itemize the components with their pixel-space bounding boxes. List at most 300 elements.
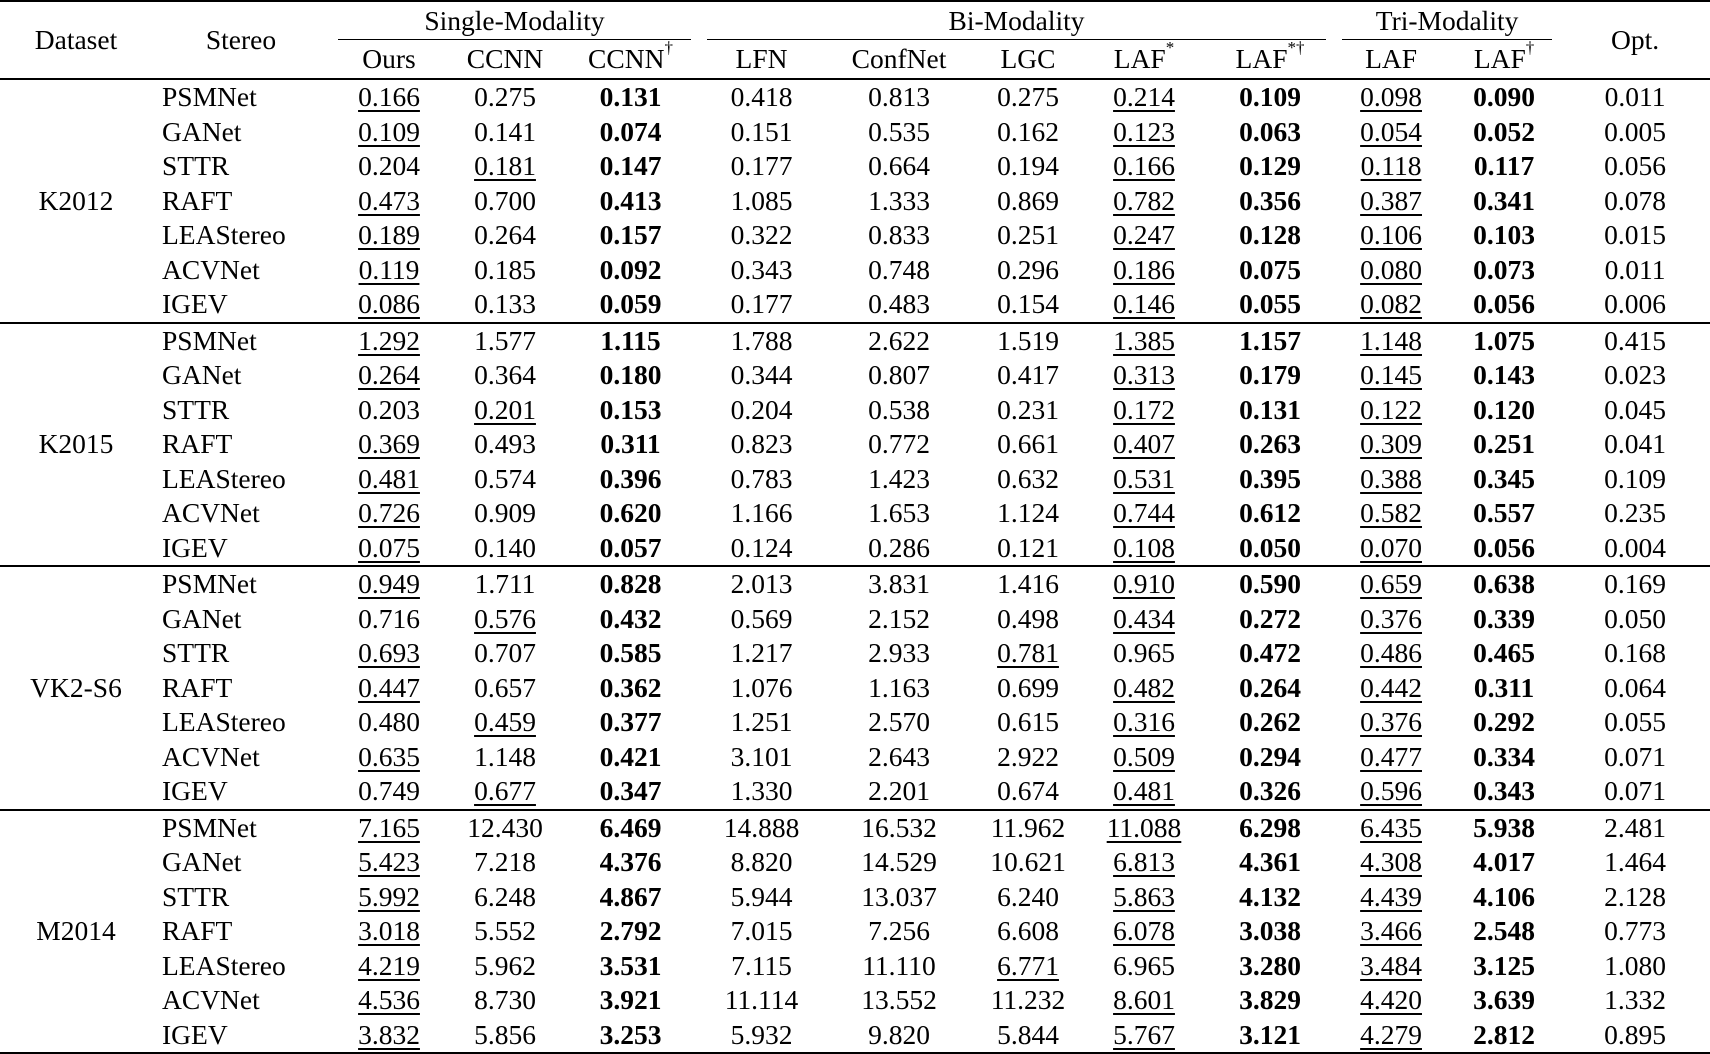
- value-cell: [330, 983, 448, 1018]
- stereo-cell: LEAStereo: [162, 462, 286, 494]
- value-text: 11.962: [990, 811, 1066, 843]
- value-text: 0.343: [730, 253, 793, 285]
- value-cell: [330, 636, 448, 671]
- value-cell: [1334, 810, 1448, 846]
- value-text: 12.430: [467, 811, 543, 843]
- value-cell: [1334, 427, 1448, 462]
- value-text: 11.088: [1106, 811, 1182, 843]
- value-cell: [1082, 218, 1206, 253]
- value-cell: [699, 602, 824, 637]
- value-cell: [699, 531, 824, 567]
- value-text: 0.052: [1473, 115, 1535, 147]
- header-group-single: Single-Modality: [330, 1, 699, 40]
- value-cell: [1334, 287, 1448, 323]
- opt-cell: 0.071: [1604, 740, 1666, 772]
- value-text: 0.166: [1113, 150, 1175, 181]
- value-cell: [562, 774, 699, 810]
- value-text: 4.308: [1360, 846, 1422, 877]
- header-opt: Opt.: [1610, 24, 1660, 55]
- value-cell: [824, 218, 974, 253]
- value-cell: [1448, 774, 1560, 810]
- value-text: 0.311: [1473, 671, 1535, 703]
- value-cell: [1448, 253, 1560, 288]
- value-text: 0.910: [1113, 568, 1175, 599]
- value-text: 4.376: [599, 846, 662, 877]
- value-text: 0.147: [599, 150, 662, 181]
- opt-cell: 0.005: [1604, 115, 1666, 147]
- value-text: 1.519: [997, 324, 1059, 356]
- value-cell: [1334, 358, 1448, 393]
- opt-cell: 0.015: [1604, 219, 1666, 250]
- value-text: 3.038: [1239, 915, 1301, 946]
- value-text: 0.128: [1239, 219, 1301, 250]
- value-text: 1.085: [730, 184, 793, 216]
- value-text: 3.831: [868, 568, 930, 599]
- value-text: 0.056: [1473, 288, 1535, 319]
- stereo-cell: PSMNet: [162, 568, 257, 599]
- value-text: 1.292: [358, 324, 420, 356]
- value-text: 0.231: [997, 393, 1059, 425]
- value-text: 1.115: [600, 324, 661, 356]
- value-cell: [1082, 810, 1206, 846]
- value-cell: [562, 636, 699, 671]
- value-text: 6.240: [997, 880, 1059, 912]
- value-text: 0.657: [474, 671, 536, 703]
- value-cell: [1206, 323, 1334, 359]
- value-text: 10.621: [990, 846, 1066, 877]
- table-row: [0, 323, 1710, 359]
- value-cell: [824, 393, 974, 428]
- opt-cell: 0.235: [1604, 497, 1666, 528]
- column-header-sup: *†: [1287, 38, 1305, 57]
- value-text: 0.201: [474, 393, 536, 425]
- value-cell: [330, 115, 448, 150]
- value-text: 0.726: [358, 497, 420, 528]
- value-text: 1.157: [1239, 324, 1301, 356]
- value-text: 0.185: [474, 253, 536, 285]
- value-cell: [330, 880, 448, 915]
- value-text: 3.253: [599, 1018, 662, 1050]
- value-cell: [1082, 115, 1206, 150]
- table-row: [0, 531, 1710, 567]
- value-cell: [699, 1018, 824, 1054]
- value-text: 8.730: [474, 984, 536, 1015]
- value-text: 0.264: [474, 219, 536, 250]
- value-cell: [1334, 253, 1448, 288]
- value-cell: [699, 566, 824, 602]
- value-text: 0.070: [1360, 531, 1422, 563]
- value-cell: [1334, 531, 1448, 567]
- stereo-cell: RAFT: [162, 915, 233, 946]
- value-cell: [1082, 358, 1206, 393]
- value-cell: [824, 149, 974, 184]
- opt-cell: 2.481: [1604, 811, 1666, 843]
- value-cell: [1334, 774, 1448, 810]
- table-row: [0, 810, 1710, 846]
- value-cell: [330, 566, 448, 602]
- table-row: [0, 218, 1710, 253]
- value-cell: [1448, 914, 1560, 949]
- value-text: 0.344: [730, 359, 793, 390]
- opt-cell: 0.011: [1604, 253, 1666, 285]
- stereo-cell: GANet: [162, 846, 242, 877]
- value-cell: [699, 983, 824, 1018]
- value-cell: [824, 636, 974, 671]
- value-cell: [1448, 566, 1560, 602]
- opt-cell: 0.168: [1604, 637, 1666, 668]
- value-text: 0.465: [1473, 637, 1535, 668]
- value-cell: [1082, 462, 1206, 497]
- stereo-cell: IGEV: [162, 531, 228, 563]
- value-cell: [1448, 531, 1560, 567]
- value-cell: [1334, 983, 1448, 1018]
- stereo-cell: IGEV: [162, 288, 228, 319]
- value-cell: [699, 774, 824, 810]
- dataset-cell: K2012: [38, 184, 114, 216]
- value-text: 0.447: [358, 671, 420, 703]
- stereo-cell: STTR: [162, 637, 230, 668]
- table-row: [0, 427, 1710, 462]
- value-cell: [974, 983, 1082, 1018]
- value-text: 0.189: [358, 219, 420, 250]
- value-cell: [824, 79, 974, 115]
- value-text: 0.074: [599, 115, 662, 147]
- value-cell: [1334, 323, 1448, 359]
- value-cell: [1334, 914, 1448, 949]
- value-text: 0.677: [474, 775, 536, 806]
- value-text: 0.322: [730, 219, 793, 250]
- value-cell: [1334, 184, 1448, 219]
- value-cell: [330, 774, 448, 810]
- value-text: 0.075: [358, 531, 420, 563]
- value-text: 2.201: [868, 775, 930, 806]
- value-cell: [562, 358, 699, 393]
- table-row: [0, 740, 1710, 775]
- value-text: 7.165: [358, 811, 420, 843]
- value-cell: [1334, 462, 1448, 497]
- value-text: 0.063: [1239, 115, 1301, 147]
- value-cell: [824, 845, 974, 880]
- value-text: 0.204: [730, 393, 793, 425]
- value-text: 4.017: [1473, 846, 1535, 877]
- column-header-sup: †: [1525, 38, 1535, 57]
- value-text: 0.054: [1360, 115, 1422, 147]
- value-cell: [1206, 636, 1334, 671]
- value-text: 0.477: [1360, 740, 1422, 772]
- value-text: 0.535: [868, 115, 930, 147]
- value-text: 6.298: [1239, 811, 1301, 843]
- value-cell: [330, 602, 448, 637]
- column-header-label: Ours: [362, 43, 416, 74]
- value-cell: [824, 496, 974, 531]
- value-cell: [1448, 949, 1560, 984]
- value-cell: [1082, 149, 1206, 184]
- value-text: 0.177: [730, 288, 793, 319]
- value-text: 0.339: [1473, 602, 1535, 634]
- value-text: 0.418: [730, 81, 793, 112]
- column-header-sup: †: [664, 38, 673, 57]
- value-text: 5.423: [358, 846, 420, 877]
- value-cell: [1082, 705, 1206, 740]
- value-text: 3.829: [1239, 984, 1301, 1015]
- value-text: 0.782: [1113, 184, 1175, 216]
- value-text: 0.262: [1239, 706, 1301, 737]
- value-cell: [1082, 427, 1206, 462]
- value-cell: [448, 949, 562, 984]
- value-cell: [448, 880, 562, 915]
- value-cell: [1206, 115, 1334, 150]
- value-cell: [448, 566, 562, 602]
- value-text: 0.481: [358, 462, 420, 494]
- table-row: [0, 253, 1710, 288]
- value-text: 1.166: [730, 497, 793, 528]
- value-cell: [1206, 149, 1334, 184]
- value-text: 0.263: [1239, 428, 1301, 459]
- value-cell: [1448, 79, 1560, 115]
- value-cell: [330, 949, 448, 984]
- value-cell: [330, 845, 448, 880]
- value-cell: [448, 740, 562, 775]
- value-text: 0.103: [1473, 219, 1535, 250]
- value-cell: [1206, 393, 1334, 428]
- opt-cell: 0.050: [1604, 602, 1666, 634]
- value-cell: [1448, 393, 1560, 428]
- value-text: 0.376: [1360, 602, 1422, 634]
- value-cell: [824, 358, 974, 393]
- value-text: 2.812: [1473, 1018, 1535, 1050]
- column-header: [1082, 40, 1206, 79]
- value-text: 0.557: [1473, 497, 1535, 528]
- value-text: 16.532: [861, 811, 937, 843]
- column-header: [448, 40, 562, 79]
- value-text: 14.888: [723, 811, 800, 843]
- table-row: [0, 184, 1710, 219]
- value-text: 13.037: [861, 880, 937, 912]
- opt-cell: 1.464: [1604, 846, 1666, 877]
- value-text: 0.387: [1360, 184, 1422, 216]
- value-text: 0.472: [1239, 637, 1301, 668]
- opt-cell: 0.415: [1604, 324, 1666, 356]
- value-cell: [1082, 496, 1206, 531]
- stereo-cell: STTR: [162, 393, 230, 425]
- table-row: [0, 1018, 1710, 1054]
- value-cell: [699, 462, 824, 497]
- value-cell: [974, 774, 1082, 810]
- value-cell: [974, 705, 1082, 740]
- stereo-cell: GANet: [162, 359, 242, 390]
- value-cell: [699, 323, 824, 359]
- value-text: 0.748: [868, 253, 930, 285]
- opt-cell: 0.064: [1604, 671, 1666, 703]
- value-text: 0.124: [730, 531, 793, 563]
- value-cell: [699, 845, 824, 880]
- column-header: [1448, 40, 1560, 79]
- value-text: 0.396: [599, 462, 662, 494]
- value-text: 1.577: [474, 324, 536, 356]
- value-cell: [1448, 983, 1560, 1018]
- value-text: 0.659: [1360, 568, 1422, 599]
- value-cell: [1448, 740, 1560, 775]
- value-text: 0.482: [1113, 671, 1175, 703]
- value-cell: [1448, 358, 1560, 393]
- value-text: 0.117: [1473, 150, 1535, 181]
- value-text: 0.129: [1239, 150, 1301, 181]
- value-cell: [562, 323, 699, 359]
- value-text: 0.131: [1239, 393, 1301, 425]
- value-text: 0.772: [868, 428, 930, 459]
- value-text: 0.407: [1113, 428, 1175, 459]
- value-cell: [1448, 1018, 1560, 1054]
- value-text: 0.123: [1113, 115, 1175, 147]
- value-cell: [699, 705, 824, 740]
- value-cell: [1082, 774, 1206, 810]
- value-cell: [824, 602, 974, 637]
- value-cell: [824, 705, 974, 740]
- value-text: 3.125: [1473, 949, 1535, 981]
- value-cell: [824, 949, 974, 984]
- value-cell: [448, 79, 562, 115]
- value-text: 0.413: [599, 184, 662, 216]
- value-text: 1.788: [730, 324, 793, 356]
- value-cell: [974, 184, 1082, 219]
- value-cell: [824, 287, 974, 323]
- value-cell: [1334, 79, 1448, 115]
- value-cell: [974, 323, 1082, 359]
- value-cell: [1206, 914, 1334, 949]
- table-row: [0, 671, 1710, 706]
- value-text: 0.493: [474, 428, 536, 459]
- value-cell: [1082, 636, 1206, 671]
- value-text: 0.635: [358, 740, 420, 772]
- value-text: 0.334: [1473, 740, 1535, 772]
- value-cell: [448, 218, 562, 253]
- value-cell: [699, 115, 824, 150]
- column-header: [824, 40, 974, 79]
- value-text: 0.275: [997, 81, 1059, 112]
- value-text: 9.820: [868, 1018, 930, 1050]
- value-cell: [562, 287, 699, 323]
- value-text: 0.828: [599, 568, 662, 599]
- value-cell: [562, 496, 699, 531]
- value-text: 1.385: [1113, 324, 1175, 356]
- value-cell: [824, 774, 974, 810]
- value-cell: [330, 810, 448, 846]
- table-row: [0, 880, 1710, 915]
- value-cell: [448, 671, 562, 706]
- value-text: 0.813: [868, 81, 930, 112]
- value-cell: [448, 1018, 562, 1054]
- value-text: 3.121: [1239, 1018, 1301, 1050]
- value-text: 0.347: [599, 775, 662, 806]
- value-text: 3.639: [1473, 984, 1535, 1015]
- value-text: 0.362: [599, 671, 662, 703]
- value-cell: [974, 880, 1082, 915]
- table-row: [0, 115, 1710, 150]
- value-text: 1.423: [868, 462, 930, 494]
- value-cell: [330, 287, 448, 323]
- value-text: 6.248: [474, 880, 536, 912]
- header-dataset: Dataset: [34, 24, 118, 55]
- column-header-label: LAF: [1235, 43, 1288, 74]
- value-text: 0.388: [1360, 462, 1422, 494]
- value-text: 4.867: [599, 880, 662, 912]
- value-text: 0.576: [474, 602, 536, 634]
- value-cell: [562, 914, 699, 949]
- column-header: [562, 40, 699, 79]
- value-text: 0.118: [1360, 150, 1422, 181]
- value-cell: [1448, 636, 1560, 671]
- value-text: 0.509: [1113, 740, 1175, 772]
- value-cell: [974, 740, 1082, 775]
- value-cell: [330, 218, 448, 253]
- value-text: 0.056: [1473, 531, 1535, 563]
- value-text: 0.498: [997, 602, 1059, 634]
- value-cell: [562, 949, 699, 984]
- value-cell: [330, 1018, 448, 1054]
- value-cell: [974, 79, 1082, 115]
- table-row: [0, 149, 1710, 184]
- value-text: 13.552: [861, 984, 937, 1015]
- value-cell: [330, 79, 448, 115]
- value-text: 0.615: [997, 706, 1059, 737]
- value-text: 2.570: [868, 706, 930, 737]
- value-cell: [1082, 287, 1206, 323]
- value-text: 0.082: [1360, 288, 1422, 319]
- value-text: 0.313: [1113, 359, 1175, 390]
- value-cell: [448, 287, 562, 323]
- value-text: 0.157: [599, 219, 662, 250]
- value-cell: [1082, 79, 1206, 115]
- value-cell: [1206, 218, 1334, 253]
- column-header-label: LFN: [735, 43, 788, 74]
- value-text: 0.086: [358, 288, 420, 319]
- value-text: 0.693: [358, 637, 420, 668]
- value-text: 0.480: [358, 706, 420, 737]
- stereo-cell: LEAStereo: [162, 949, 286, 981]
- value-text: 0.286: [868, 531, 930, 563]
- value-cell: [974, 149, 1082, 184]
- table-row: [0, 462, 1710, 497]
- value-cell: [824, 115, 974, 150]
- value-text: 0.434: [1113, 602, 1175, 634]
- value-text: 1.416: [997, 568, 1059, 599]
- header-stereo: Stereo: [205, 24, 277, 55]
- value-text: 7.015: [730, 915, 793, 946]
- value-cell: [1206, 949, 1334, 984]
- value-cell: [562, 1018, 699, 1054]
- value-text: 0.356: [1239, 184, 1301, 216]
- value-cell: [699, 636, 824, 671]
- value-text: 0.716: [358, 602, 420, 634]
- value-text: 0.080: [1360, 253, 1422, 285]
- value-cell: [448, 636, 562, 671]
- value-text: 0.106: [1360, 219, 1422, 250]
- stereo-cell: PSMNet: [162, 811, 257, 843]
- value-text: 0.833: [868, 219, 930, 250]
- value-text: 0.194: [997, 150, 1059, 181]
- value-text: 5.932: [730, 1018, 793, 1050]
- value-text: 0.264: [1239, 671, 1301, 703]
- value-cell: [562, 880, 699, 915]
- value-text: 0.364: [474, 359, 536, 390]
- value-text: 3.018: [358, 915, 420, 946]
- opt-cell: 0.006: [1604, 288, 1666, 319]
- value-cell: [330, 253, 448, 288]
- value-text: 0.486: [1360, 637, 1422, 668]
- value-cell: [448, 914, 562, 949]
- value-text: 0.311: [600, 428, 661, 459]
- value-cell: [448, 531, 562, 567]
